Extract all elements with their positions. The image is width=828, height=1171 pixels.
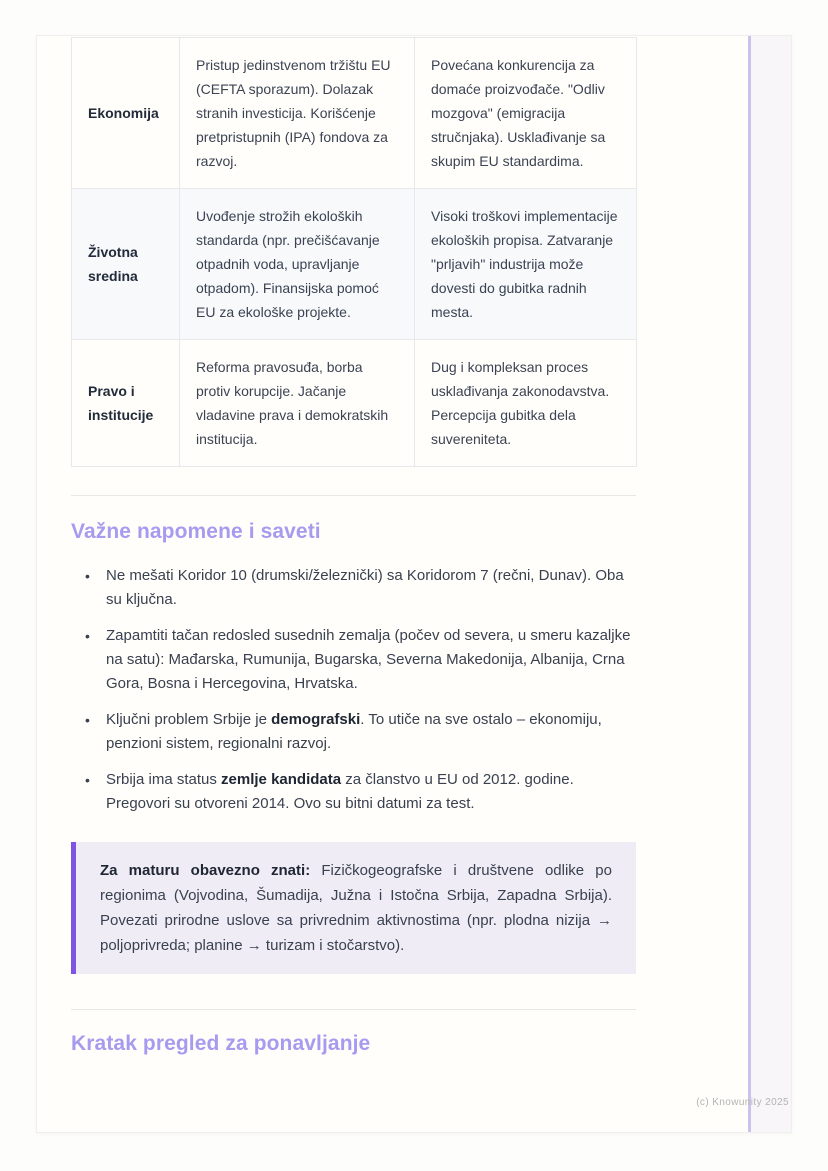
- row-pros-cell: Reforma pravosuđa, borba protiv korupcije. Jačanje vladavine prava i demokratskih institucija.: [180, 340, 415, 467]
- exam-callout-box: [71, 842, 636, 974]
- callout-label: Za maturu obavezno znati:: [100, 862, 311, 879]
- emphasized-term: demografski: [271, 711, 361, 728]
- list-item-text: Srbija ima status zemlje kandidata za članstvo u EU od 2012. godine. Pregovori su otvoreni 2014. Ovo su bitni datumi za test.: [106, 771, 574, 812]
- row-cons-cell: Visoki troškovi implementacije ekoloških propisa. Zatvaranje "prljavih" industrija može dovesti do gubitka radnih mesta.: [415, 189, 637, 340]
- list-item-text: Ključni problem Srbije je demografski. To utiče na sve ostalo – ekonomiju, penzioni sistem, regionalni razvoj.: [106, 711, 602, 752]
- review-section-title: Kratak pregled za ponavljanje: [71, 1032, 371, 1055]
- list-item-text: Zapamtiti tačan redosled susednih zemalja (počev od severa, u smeru kazaljke na satu): Mađarska, Rumunija, Bugarska, Severna Makedonija, Albanija, Crna Gora, Bosna i Hercegovina, Hrvatska.: [106, 627, 631, 692]
- list-item-text: Ne mešati Koridor 10 (drumski/železnički) sa Koridorom 7 (rečni, Dunav). Oba su ključna.: [106, 567, 624, 608]
- table-row: [72, 189, 637, 340]
- bullet-icon: •: [85, 568, 90, 584]
- table-row: [72, 340, 637, 467]
- section-divider: [71, 1009, 636, 1010]
- notes-list: [71, 564, 636, 816]
- row-cons-cell: Povećana konkurencija za domaće proizvođače. "Odliv mozgova" (emigracija stručnjaka). Usklađivanje sa skupim EU standardima.: [415, 38, 637, 189]
- list-item: [71, 624, 636, 696]
- row-pros-cell: Pristup jedinstvenom tržištu EU (CEFTA sporazum). Dolazak stranih investicija. Korišćenje pretpristupnih (IPA) fondova za razvoj.: [180, 38, 415, 189]
- bullet-icon: •: [85, 772, 90, 788]
- copyright-watermark: (c) Knowunity 2025: [696, 1097, 789, 1108]
- list-item: [71, 708, 636, 756]
- row-cons-cell: Dug i kompleksan proces usklađivanja zakonodavstva. Percepcija gubitka dela suvereniteta.: [415, 340, 637, 467]
- document-page: [36, 35, 792, 1133]
- callout-text: Fizičkogeografske i društvene odlike po regionima (Vojvodina, Šumadija, Južna i Istočna Srbija, Zapadna Srbija). Povezati prirodne uslove sa privrednim aktivnostima (npr. plodna nizija → poljoprivreda; planine → turizam i stočarstvo).: [100, 862, 612, 954]
- emphasized-term: zemlje kandidata: [221, 771, 342, 788]
- row-topic-cell: Životna sredina: [72, 189, 180, 340]
- bullet-icon: •: [85, 712, 90, 728]
- bullet-icon: •: [85, 628, 90, 644]
- page-edge-strip: [751, 36, 791, 1132]
- row-pros-cell: Uvođenje strožih ekoloških standarda (npr. prečišćavanje otpadnih voda, upravljanje otpadom). Finansijska pomoć EU za ekološke projekte.: [180, 189, 415, 340]
- list-item: [71, 564, 636, 612]
- row-topic-cell: Pravo i institucije: [72, 340, 180, 467]
- list-item: [71, 768, 636, 816]
- section-divider: [71, 495, 636, 496]
- notes-section-title: Važne napomene i saveti: [71, 520, 321, 543]
- page-edge-line: [748, 36, 751, 1132]
- row-topic-cell: Ekonomija: [72, 38, 180, 189]
- page-content: [71, 37, 636, 1056]
- table-row: [72, 38, 637, 189]
- pros-cons-table: [71, 37, 637, 467]
